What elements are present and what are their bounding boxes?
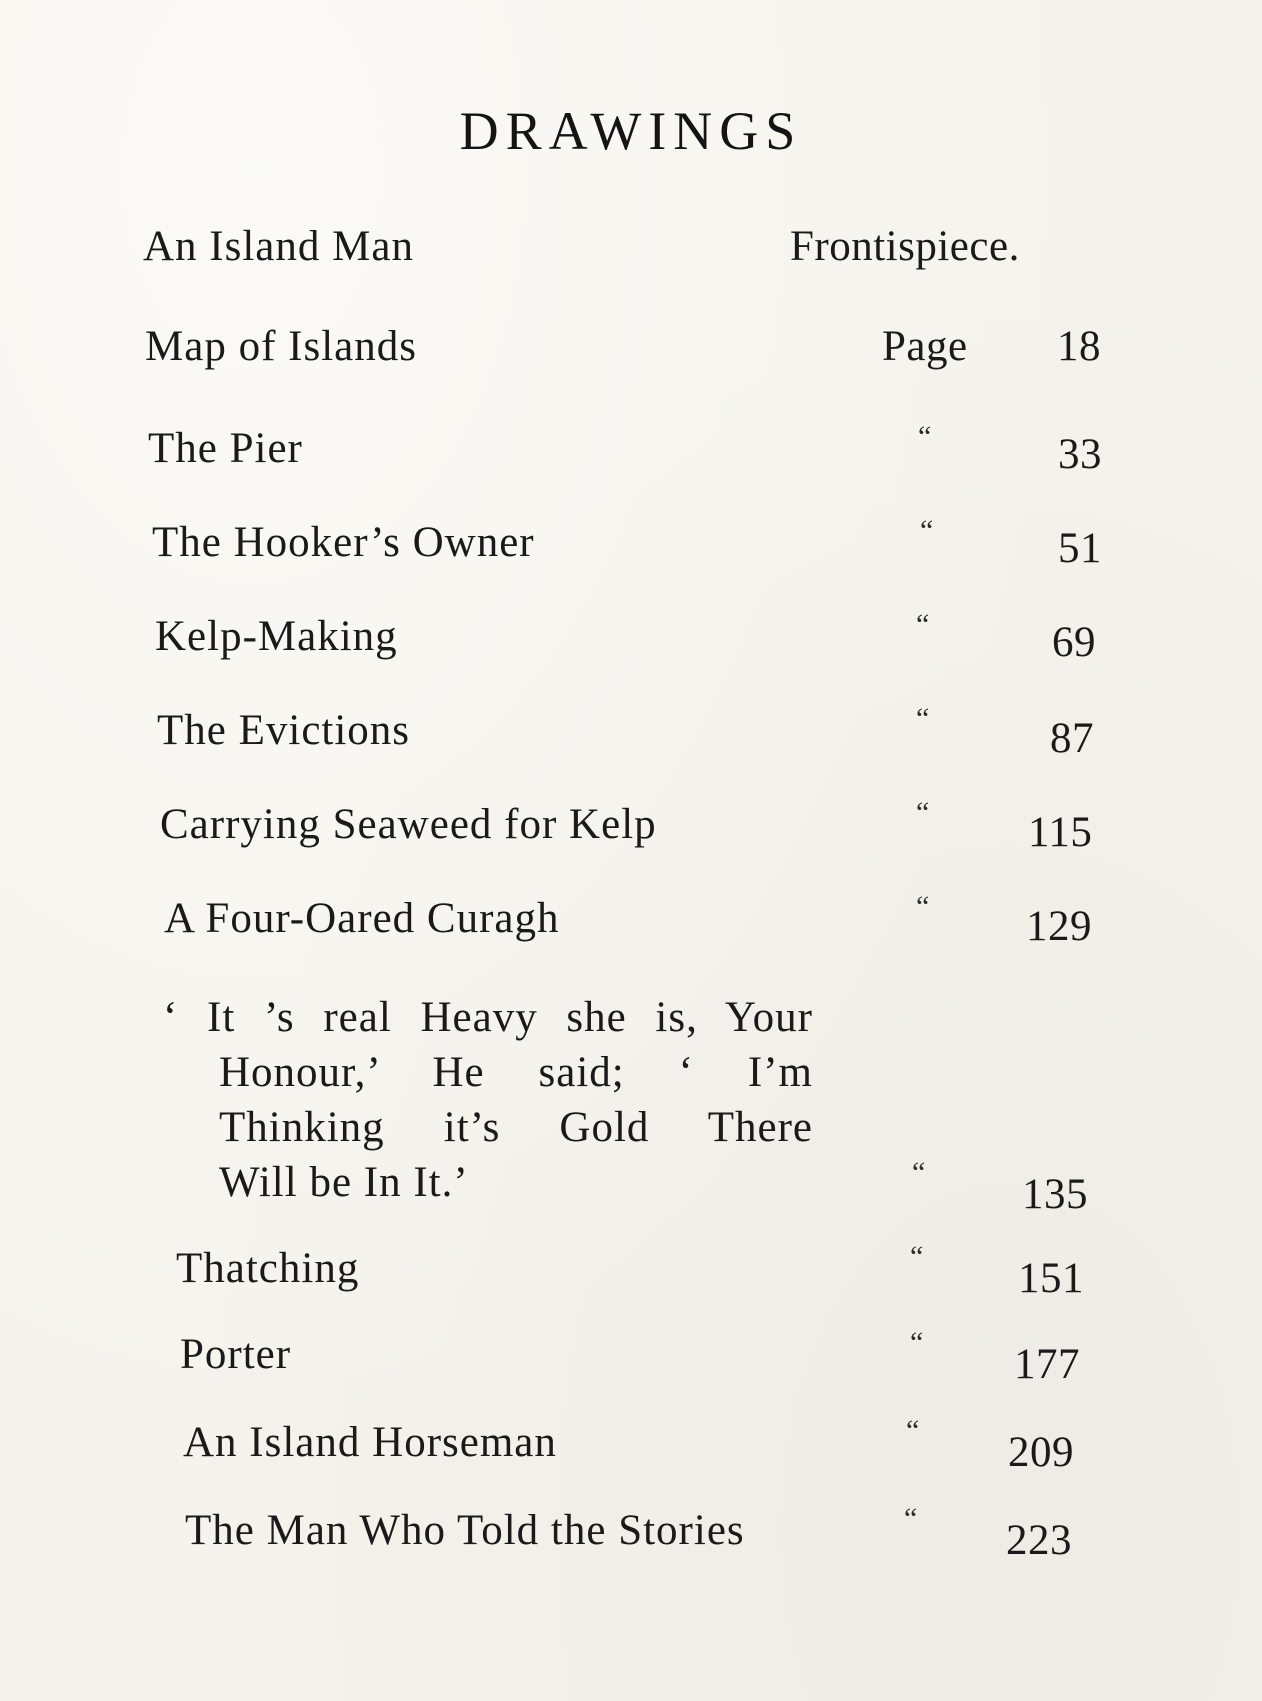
list-item [0, 1156, 1262, 1220]
title-line: Will be In It.’ [219, 1159, 469, 1206]
list-item [0, 420, 1262, 484]
drawing-title: A Four-Oared Curagh [164, 895, 560, 942]
drawing-title: The Pier [148, 425, 303, 472]
list-item [0, 1326, 1262, 1390]
ditto-mark: “ [916, 608, 931, 641]
list-item [0, 702, 1262, 766]
page-number: 115 [1028, 809, 1093, 856]
drawing-title: Porter [180, 1331, 292, 1378]
ditto-mark: “ [906, 1414, 921, 1447]
list-item [0, 608, 1262, 672]
ditto-mark: “ [918, 420, 933, 453]
drawing-title: An Island Man [143, 223, 414, 270]
drawing-title: Carrying Seaweed for Kelp [160, 801, 657, 848]
ditto-mark: “ [916, 702, 931, 735]
page-number: 18 [1057, 323, 1101, 370]
title-line: Honour,’ He said; ‘ I’m [219, 1049, 813, 1096]
title-line: Thinking it’s Gold There [219, 1104, 813, 1151]
page-word: Page [882, 323, 968, 370]
title-line: ‘ It ’s real Heavy she is, Your [163, 994, 813, 1041]
list-item [0, 1414, 1262, 1478]
drawing-title: The Evictions [157, 707, 411, 754]
page-number: 209 [1008, 1429, 1074, 1476]
ditto-mark: “ [910, 1326, 925, 1359]
page-number: 51 [1058, 525, 1102, 572]
page-number: 69 [1052, 619, 1096, 666]
page-number: 135 [1022, 1171, 1088, 1218]
list-item [0, 222, 1262, 282]
drawing-title: The Hooker’s Owner [152, 519, 535, 566]
drawing-title: Kelp-Making [155, 613, 398, 660]
list-item [0, 796, 1262, 860]
page-number: 87 [1050, 715, 1094, 762]
list-item [0, 890, 1262, 954]
ditto-mark: “ [904, 1502, 919, 1535]
drawing-title: An Island Horseman [183, 1419, 557, 1466]
list-item [0, 514, 1262, 578]
ditto-mark: “ [916, 796, 931, 829]
ditto-mark: “ [910, 1240, 925, 1273]
page-number: 33 [1058, 431, 1102, 478]
page-number: 177 [1014, 1341, 1080, 1388]
list-item [0, 322, 1262, 382]
page-number: 151 [1018, 1255, 1084, 1302]
drawing-title: Map of Islands [145, 323, 417, 370]
list-item [0, 1502, 1262, 1566]
page-reference: Frontispiece. [790, 223, 1020, 270]
page-number: 223 [1006, 1517, 1072, 1564]
list-item [0, 1240, 1262, 1304]
page-number: 129 [1026, 903, 1092, 950]
page-title: DRAWINGS [459, 101, 803, 161]
ditto-mark: “ [920, 514, 935, 547]
ditto-mark: “ [912, 1156, 927, 1189]
drawing-title: The Man Who Told the Stories [185, 1507, 745, 1554]
drawing-title: Thatching [176, 1245, 360, 1292]
ditto-mark: “ [916, 890, 931, 923]
